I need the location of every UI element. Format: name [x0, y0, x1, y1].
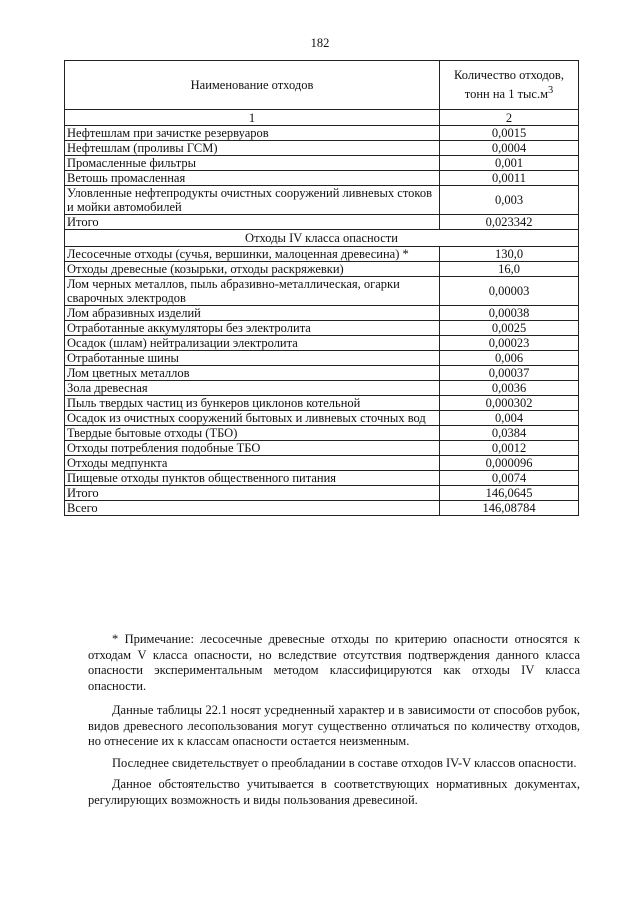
waste-name-cell: Итого [65, 215, 440, 230]
waste-name-cell: Отходы древесные (козырьки, отходы раскряжевки) [65, 262, 440, 277]
table-row [65, 141, 579, 156]
waste-quantity-cell: 0,00037 [440, 366, 579, 381]
table-row [65, 426, 579, 441]
waste-quantity-cell: 146,0645 [440, 486, 579, 501]
waste-name-cell: Отработанные аккумуляторы без электролита [65, 321, 440, 336]
waste-name-cell: Лом цветных металлов [65, 366, 440, 381]
waste-quantity-cell: 146,08784 [440, 501, 579, 516]
body-paragraph: Данное обстоятельство учитывается в соответствующих нормативных документах, регулирующих возможность и виды пользования древесиной. [88, 777, 580, 807]
table-row [65, 486, 579, 501]
waste-quantity-cell: 0,00003 [440, 277, 579, 306]
table-row [65, 156, 579, 171]
waste-quantity-cell: 0,0384 [440, 426, 579, 441]
waste-quantity-cell: 0,004 [440, 411, 579, 426]
body-paragraph: Последнее свидетельствует о преобладании в составе отходов IV-V классов опасности. [112, 755, 577, 770]
waste-name-cell: Отходы потребления подобные ТБО [65, 441, 440, 456]
page-number: 182 [310, 36, 330, 50]
header-waste-quantity [440, 61, 579, 110]
table-row [65, 306, 579, 321]
waste-name-cell: Отработанные шины [65, 351, 440, 366]
table-row [65, 366, 579, 381]
waste-name-cell: Ветошь промасленная [65, 171, 440, 186]
waste-quantity-cell: 0,0025 [440, 321, 579, 336]
waste-quantity-cell: 0,00023 [440, 336, 579, 351]
waste-table [64, 60, 579, 516]
waste-quantity-cell: 16,0 [440, 262, 579, 277]
waste-name-cell: Промасленные фильтры [65, 156, 440, 171]
waste-quantity-cell: 0,0012 [440, 441, 579, 456]
table-row [65, 126, 579, 141]
footnote-paragraph: * Примечание: лесосечные древесные отходы по критерию опасности относятся к отходам V класса опасности, но вследствие отсутствия подтверждения данного класса опасности экспериментальным методом классифицируются как отходы IV класса опасности. [88, 632, 580, 693]
waste-name-cell: Пыль твердых частиц из бункеров циклонов котельной [65, 396, 440, 411]
table-row [65, 262, 579, 277]
waste-name-cell: Нефтешлам при зачистке резервуаров [65, 126, 440, 141]
waste-quantity-cell: 0,0004 [440, 141, 579, 156]
waste-name-cell: Твердые бытовые отходы (ТБО) [65, 426, 440, 441]
table-row [65, 186, 579, 215]
waste-quantity-cell: 0,0015 [440, 126, 579, 141]
waste-quantity-cell: 0,001 [440, 156, 579, 171]
table-row [65, 171, 579, 186]
table-row [65, 411, 579, 426]
waste-quantity-cell: 0,006 [440, 351, 579, 366]
column-number-1: 1 [65, 110, 440, 126]
table-row [65, 321, 579, 336]
waste-quantity-cell: 0,0074 [440, 471, 579, 486]
section-title: Отходы IV класса опасности [65, 230, 579, 247]
header-qty-line2: тонн на 1 тыс.м [464, 87, 549, 102]
waste-name-cell: Итого [65, 486, 440, 501]
waste-quantity-cell: 0,023342 [440, 215, 579, 230]
column-number-2: 2 [440, 110, 579, 126]
table-row [65, 381, 579, 396]
header-qty-sup: 3 [548, 84, 554, 96]
header-waste-name: Наименование отходов [65, 61, 440, 110]
waste-name-cell: Пищевые отходы пунктов общественного питания [65, 471, 440, 486]
table-row [65, 277, 579, 306]
waste-name-cell: Лесосечные отходы (сучья, вершинки, малоценная древесина) * [65, 247, 440, 262]
waste-quantity-cell: 0,000096 [440, 456, 579, 471]
table-row [65, 247, 579, 262]
table-row [65, 471, 579, 486]
table-section-row [65, 230, 579, 247]
waste-name-cell: Осадок из очистных сооружений бытовых и ливневых сточных вод [65, 411, 440, 426]
table-row [65, 336, 579, 351]
waste-name-cell: Лом абразивных изделий [65, 306, 440, 321]
waste-name-cell: Лом черных металлов, пыль абразивно-металлическая, огарки сварочных электродов [65, 277, 440, 306]
waste-quantity-cell: 0,000302 [440, 396, 579, 411]
body-paragraph: Данные таблицы 22.1 носят усредненный характер и в зависимости от способов рубок, видов древесного лесопользования могут существенно отличаться по количеству отходов, но отнесение их к классам опасности остается неизменным. [88, 703, 580, 748]
table-header-row [65, 61, 579, 110]
waste-name-cell: Отходы медпункта [65, 456, 440, 471]
waste-name-cell: Осадок (шлам) нейтрализации электролита [65, 336, 440, 351]
waste-quantity-cell: 0,0011 [440, 171, 579, 186]
table-row [65, 351, 579, 366]
waste-quantity-cell: 0,0036 [440, 381, 579, 396]
table-row [65, 215, 579, 230]
waste-name-cell: Уловленные нефтепродукты очистных сооружений ливневых стоков и мойки автомобилей [65, 186, 440, 215]
table-row [65, 501, 579, 516]
column-number-row [65, 110, 579, 126]
waste-quantity-cell: 0,00038 [440, 306, 579, 321]
table-row [65, 396, 579, 411]
waste-quantity-cell: 0,003 [440, 186, 579, 215]
header-qty-line1: Количество отходов, [454, 67, 564, 82]
text-body [88, 632, 580, 814]
table-row [65, 456, 579, 471]
waste-quantity-cell: 130,0 [440, 247, 579, 262]
table-row [65, 441, 579, 456]
waste-name-cell: Нефтешлам (проливы ГСМ) [65, 141, 440, 156]
waste-name-cell: Всего [65, 501, 440, 516]
waste-name-cell: Зола древесная [65, 381, 440, 396]
